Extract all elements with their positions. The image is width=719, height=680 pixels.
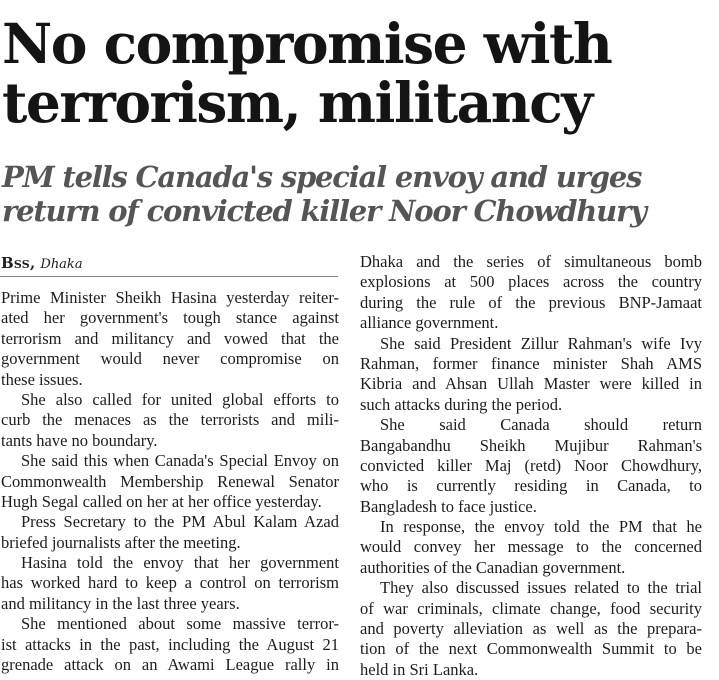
article-text-line: Commonwealth Membership Renewal Senator: [1, 471, 339, 491]
article-text-line: tion of the next Commonwealth Summit to be: [360, 639, 702, 659]
article-column-left: [1, 288, 339, 675]
article-text-line: and poverty alleviation as well as the prepara-: [360, 619, 702, 639]
article-column-right: [360, 252, 702, 680]
article-text-line: who is currently residing in Canada, to: [360, 476, 702, 496]
headline: [2, 11, 714, 135]
article-text-line: has worked hard to keep a control on terrorism: [1, 573, 339, 593]
subheadline: [2, 160, 714, 228]
article-text-line: ated her government's tough stance against: [1, 308, 339, 328]
article-text-line: ist attacks in the past, including the August 21: [1, 634, 339, 654]
article-text-line: Prime Minister Sheikh Hasina yesterday reiter-: [1, 288, 339, 307]
article-text-line: would convey her message to the concerned: [360, 537, 702, 557]
article-text-line: held in Sri Lanka.: [360, 659, 479, 679]
article-text-line: She also called for united global efforts to: [21, 389, 339, 409]
article-text-line: curb the menaces as the terrorists and mili-: [1, 410, 339, 430]
headline-line-2: terrorism, militancy: [2, 70, 592, 135]
article-text-line: They also discussed issues related to the trial: [380, 578, 702, 598]
headline-line-1: No compromise with: [2, 11, 612, 76]
byline-separator: ,: [29, 254, 41, 272]
article-text-line: and militancy in the last three years.: [1, 593, 240, 613]
article-text-line: Press Secretary to the PM Abul Kalam Azad: [21, 512, 339, 532]
article-text-line: grenade attack on an Awami League rally in: [1, 655, 339, 675]
article-text-line: briefed journalists after the meeting.: [1, 532, 241, 552]
article-text-line: government would never compromise on: [1, 349, 339, 369]
article-text-line: Bangabandhu Sheikh Mujibur Rahman's: [360, 435, 702, 455]
article-text-line: Rahman, former finance minister Shah AMS: [360, 353, 702, 373]
article-text-line: tants have no boundary.: [1, 430, 158, 450]
article-text-line: explosions at 500 places across the country: [360, 272, 702, 292]
byline-agency: Bss: [1, 254, 30, 272]
article-text-line: She said Canada should return: [380, 415, 702, 435]
article-text-line: Dhaka and the series of simultaneous bomb: [360, 252, 702, 271]
article-text-line: convicted killer Maj (retd) Noor Chowdhury,: [360, 455, 702, 475]
article-text-line: terrorism and militancy and vowed that the: [1, 328, 339, 348]
article-text-line: Bangladesh to face justice.: [360, 496, 537, 516]
article-text-line: authorities of the Canadian government.: [360, 557, 626, 577]
subheadline-line-2: return of convicted killer Noor Chowdhury: [2, 194, 646, 228]
byline-divider: [0, 276, 338, 277]
article-text-line: Hugh Segal called on her at her office yesterday.: [1, 491, 322, 511]
article-text-line: of war criminals, climate change, food security: [360, 598, 702, 618]
article-text-line: Kibria and Ahsan Ullah Master were killed in: [360, 374, 702, 394]
article-text-line: alliance government.: [360, 313, 499, 333]
article-text-line: during the rule of the previous BNP-Jamaat: [360, 292, 702, 312]
article-text-line: Hasina told the envoy that her government: [21, 553, 339, 573]
article-text-line: In response, the envoy told the PM that he: [380, 517, 702, 537]
byline-dateline: Dhaka: [40, 257, 83, 272]
article-text-line: She said President Zillur Rahman's wife Ivy: [380, 333, 702, 353]
article-text-line: such attacks during the period.: [360, 394, 563, 414]
article-text-line: She mentioned about some massive terror-: [21, 614, 339, 634]
article-text-line: She said this when Canada's Special Envoy on: [21, 451, 339, 471]
article-text-line: these issues.: [1, 369, 83, 389]
byline: [1, 253, 341, 273]
subheadline-line-1: PM tells Canada's special envoy and urges: [2, 160, 642, 194]
